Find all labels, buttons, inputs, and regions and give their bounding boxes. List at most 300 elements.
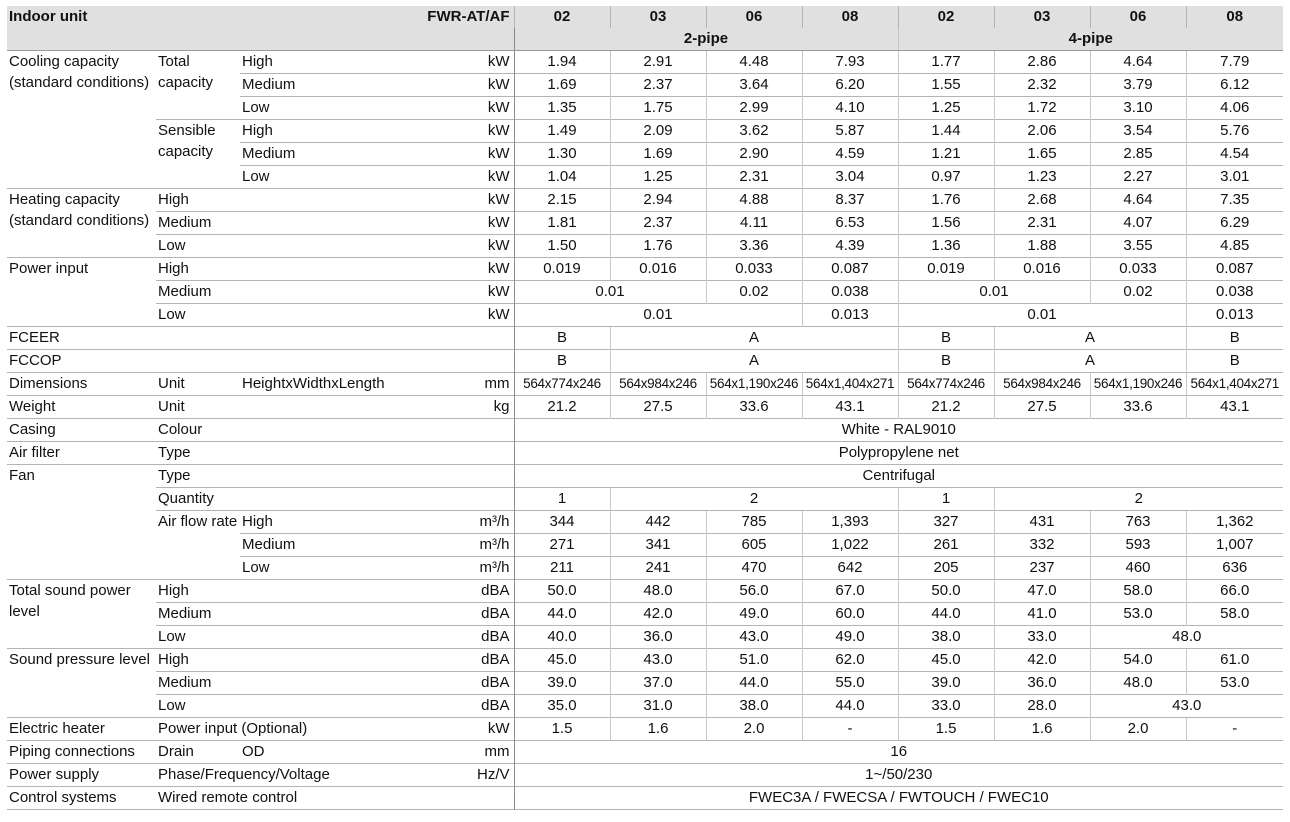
spec-value-cell: 564x1,404x271 — [802, 373, 898, 396]
spec-value-cell: 41.0 — [994, 603, 1090, 626]
spec-value-cell: 1.88 — [994, 235, 1090, 258]
spec-value-cell: 50.0 — [514, 580, 610, 603]
spec-value-cell: 1.36 — [898, 235, 994, 258]
label-unit: Unit — [156, 396, 420, 419]
unit-label: kW — [420, 235, 514, 258]
spec-value-cell: 763 — [1090, 511, 1186, 534]
label-quantity: Quantity — [156, 488, 514, 511]
spec-value-cell: 4.64 — [1090, 51, 1186, 74]
spec-value-cell: 0.087 — [1186, 258, 1283, 281]
label-total-capacity: Total capacity — [156, 51, 240, 120]
spec-value-cell: 205 — [898, 557, 994, 580]
spec-value-cell: 1,022 — [802, 534, 898, 557]
row-spl-high — [7, 649, 1283, 672]
spec-value-cell: 45.0 — [898, 649, 994, 672]
level-label: High — [240, 511, 420, 534]
spec-value-cell: 43.0 — [1090, 695, 1283, 718]
spec-value-cell: A — [610, 350, 898, 373]
spec-value-cell: 35.0 — [514, 695, 610, 718]
spec-value-cell: 4.39 — [802, 235, 898, 258]
spec-value-cell: 0.087 — [802, 258, 898, 281]
spec-value-cell: 2.68 — [994, 189, 1090, 212]
spec-value-cell: 1.21 — [898, 143, 994, 166]
header-size: 06 — [706, 6, 802, 28]
row-dimensions — [7, 373, 1283, 396]
spec-value-cell: 56.0 — [706, 580, 802, 603]
spec-value-cell: 2.27 — [1090, 166, 1186, 189]
label-cooling: Cooling capacity (standard conditions) — [7, 51, 156, 189]
spec-value-cell: 442 — [610, 511, 706, 534]
unit-label: kW — [420, 74, 514, 97]
label-control-systems: Control systems — [7, 787, 156, 810]
row-air-high — [7, 511, 1283, 534]
row-fceer — [7, 327, 1283, 350]
spec-value-cell: 2.15 — [514, 189, 610, 212]
spec-value-cell: 460 — [1090, 557, 1186, 580]
spec-value-cell: 1.44 — [898, 120, 994, 143]
spec-value-cell: 0.02 — [706, 281, 802, 304]
spec-value-cell: 49.0 — [802, 626, 898, 649]
spec-value-cell: B — [514, 350, 610, 373]
spec-value-cell: 2.85 — [1090, 143, 1186, 166]
spec-value-cell: 1.30 — [514, 143, 610, 166]
header-title: Indoor unit — [7, 6, 420, 28]
spec-value-cell: 2.99 — [706, 97, 802, 120]
spec-value-cell: 332 — [994, 534, 1090, 557]
spec-value-cell: 237 — [994, 557, 1090, 580]
spec-value-cell: 1.23 — [994, 166, 1090, 189]
spec-value-cell: 0.038 — [802, 281, 898, 304]
row-heating-high — [7, 189, 1283, 212]
label-od: OD — [240, 741, 420, 764]
spec-value-cell: 0.97 — [898, 166, 994, 189]
spec-value-cell: 66.0 — [1186, 580, 1283, 603]
spec-value-cell: 564x984x246 — [610, 373, 706, 396]
spec-value-cell: 564x984x246 — [994, 373, 1090, 396]
spec-value-cell: 4.07 — [1090, 212, 1186, 235]
spec-value-cell: 62.0 — [802, 649, 898, 672]
control-systems-value: FWEC3A / FWECSA / FWTOUCH / FWEC10 — [514, 787, 1283, 810]
spec-value-cell: 58.0 — [1090, 580, 1186, 603]
label-electric-heater: Electric heater — [7, 718, 156, 741]
row-fccop — [7, 350, 1283, 373]
unit-label: kW — [420, 212, 514, 235]
spec-value-cell: 0.01 — [514, 304, 802, 327]
unit-label: mm — [420, 741, 514, 764]
spec-value-cell: 1,393 — [802, 511, 898, 534]
level-label: Low — [156, 626, 420, 649]
spec-value-cell: 2.31 — [706, 166, 802, 189]
spec-value-cell: - — [1186, 718, 1283, 741]
spec-value-cell: 6.20 — [802, 74, 898, 97]
spec-value-cell: 261 — [898, 534, 994, 557]
spec-value-cell: 564x1,190x246 — [1090, 373, 1186, 396]
label-power-supply: Power supply — [7, 764, 156, 787]
spec-value-cell: 38.0 — [898, 626, 994, 649]
spec-value-cell: 605 — [706, 534, 802, 557]
spec-value-cell: 49.0 — [706, 603, 802, 626]
level-label: Low — [240, 557, 420, 580]
spec-value-cell: 1.75 — [610, 97, 706, 120]
level-label: High — [240, 51, 420, 74]
header-row — [7, 6, 1283, 28]
spec-value-cell: 4.64 — [1090, 189, 1186, 212]
spec-value-cell: 1.5 — [514, 718, 610, 741]
spec-value-cell: 593 — [1090, 534, 1186, 557]
spec-value-cell: 636 — [1186, 557, 1283, 580]
label-type: Type — [156, 442, 514, 465]
spec-value-cell: 4.48 — [706, 51, 802, 74]
unit-label: kW — [420, 143, 514, 166]
spec-value-cell: 1.25 — [610, 166, 706, 189]
row-piping — [7, 741, 1283, 764]
spec-value-cell: 44.0 — [898, 603, 994, 626]
row-spl-low — [7, 695, 1283, 718]
spec-value-cell: 1.56 — [898, 212, 994, 235]
spec-value-cell: A — [610, 327, 898, 350]
spec-value-cell: 43.1 — [802, 396, 898, 419]
row-swl-medium — [7, 603, 1283, 626]
label-total-sound: Total sound power level — [7, 580, 156, 649]
spec-value-cell: 5.76 — [1186, 120, 1283, 143]
spec-value-cell: 1,362 — [1186, 511, 1283, 534]
spec-value-cell: 470 — [706, 557, 802, 580]
spec-value-cell: 53.0 — [1186, 672, 1283, 695]
spec-value-cell: 0.016 — [994, 258, 1090, 281]
spec-value-cell: 0.01 — [898, 281, 1090, 304]
row-cooling-total-high — [7, 51, 1283, 74]
spec-value-cell: 3.04 — [802, 166, 898, 189]
label-air-flow-rate: Air flow rate — [156, 511, 240, 580]
unit-label: kW — [420, 281, 514, 304]
label-piping: Piping connections — [7, 741, 156, 764]
row-weight — [7, 396, 1283, 419]
level-label: High — [156, 258, 420, 281]
unit-label: dBA — [420, 580, 514, 603]
label-air-filter: Air filter — [7, 442, 156, 465]
spec-value-cell: 67.0 — [802, 580, 898, 603]
fan-type: Centrifugal — [514, 465, 1283, 488]
header-size: 03 — [610, 6, 706, 28]
spec-value-cell: 3.54 — [1090, 120, 1186, 143]
level-label: Low — [240, 166, 420, 189]
spec-value-cell: 1.69 — [610, 143, 706, 166]
spec-value-cell: 1.81 — [514, 212, 610, 235]
label-drain: Drain — [156, 741, 240, 764]
power-supply-value: 1~/50/230 — [514, 764, 1283, 787]
label-wired-remote: Wired remote control — [156, 787, 514, 810]
unit-label: Hz/V — [420, 764, 514, 787]
label-fceer: FCEER — [7, 327, 514, 350]
spec-value-cell: 31.0 — [610, 695, 706, 718]
spec-table — [7, 6, 1283, 810]
spec-value-cell: 33.0 — [994, 626, 1090, 649]
spec-value-cell: 40.0 — [514, 626, 610, 649]
spec-value-cell: 564x774x246 — [514, 373, 610, 396]
label-power-input-optional: Power input (Optional) — [156, 718, 420, 741]
unit-label: mm — [420, 373, 514, 396]
spec-value-cell: 0.019 — [898, 258, 994, 281]
row-casing — [7, 419, 1283, 442]
spec-value-cell: 1.77 — [898, 51, 994, 74]
spec-value-cell: 3.62 — [706, 120, 802, 143]
spec-value-cell: 48.0 — [1090, 672, 1186, 695]
spec-value-cell: 564x774x246 — [898, 373, 994, 396]
spec-value-cell: 3.79 — [1090, 74, 1186, 97]
spec-value-cell: 4.06 — [1186, 97, 1283, 120]
spec-value-cell: 48.0 — [1090, 626, 1283, 649]
header-model: FWR-AT/AF — [420, 6, 514, 28]
spec-value-cell: 55.0 — [802, 672, 898, 695]
spec-value-cell: 39.0 — [898, 672, 994, 695]
spec-value-cell: 3.36 — [706, 235, 802, 258]
spec-value-cell: 1.69 — [514, 74, 610, 97]
spec-value-cell: 33.6 — [1090, 396, 1186, 419]
row-fan-quantity — [7, 488, 1283, 511]
level-label: Medium — [156, 672, 420, 695]
row-power-low — [7, 304, 1283, 327]
spec-value-cell: 211 — [514, 557, 610, 580]
spec-value-cell: 28.0 — [994, 695, 1090, 718]
spec-value-cell: B — [898, 327, 994, 350]
unit-label: kW — [420, 166, 514, 189]
label-fccop: FCCOP — [7, 350, 514, 373]
spec-value-cell: 2.91 — [610, 51, 706, 74]
level-label: High — [156, 580, 420, 603]
row-heating-low — [7, 235, 1283, 258]
level-label: Low — [156, 304, 420, 327]
air-filter-type: Polypropylene net — [514, 442, 1283, 465]
spec-value-cell: 2.09 — [610, 120, 706, 143]
spec-value-cell: 1.49 — [514, 120, 610, 143]
spec-value-cell: 60.0 — [802, 603, 898, 626]
spec-value-cell: 4.10 — [802, 97, 898, 120]
row-air-filter — [7, 442, 1283, 465]
spec-value-cell: 42.0 — [610, 603, 706, 626]
spec-value-cell: 564x1,190x246 — [706, 373, 802, 396]
label-sensible-capacity: Sensible capacity — [156, 120, 240, 189]
spec-value-cell: 6.12 — [1186, 74, 1283, 97]
spec-value-cell: 45.0 — [514, 649, 610, 672]
unit-label: kW — [420, 97, 514, 120]
spec-value-cell: B — [514, 327, 610, 350]
spec-value-cell: 51.0 — [706, 649, 802, 672]
unit-label: dBA — [420, 695, 514, 718]
row-electric-heater — [7, 718, 1283, 741]
spec-value-cell: 58.0 — [1186, 603, 1283, 626]
spec-value-cell: 1 — [898, 488, 994, 511]
row-power-high — [7, 258, 1283, 281]
spec-value-cell: 4.59 — [802, 143, 898, 166]
spec-value-cell: 1.04 — [514, 166, 610, 189]
group-2pipe: 2-pipe — [514, 28, 898, 51]
level-label: High — [156, 189, 420, 212]
unit-label: dBA — [420, 603, 514, 626]
spec-value-cell: 0.01 — [514, 281, 706, 304]
row-power-medium — [7, 281, 1283, 304]
level-label: Medium — [240, 534, 420, 557]
label-unit: Unit — [156, 373, 240, 396]
level-label: High — [156, 649, 420, 672]
label-fan: Fan — [7, 465, 156, 580]
spec-value-cell: 0.01 — [898, 304, 1186, 327]
spec-value-cell: 5.87 — [802, 120, 898, 143]
unit-label: m³/h — [420, 557, 514, 580]
spec-value-cell: 7.93 — [802, 51, 898, 74]
spec-value-cell: 2.0 — [1090, 718, 1186, 741]
spec-value-cell: 44.0 — [514, 603, 610, 626]
spec-value-cell: 48.0 — [610, 580, 706, 603]
spec-value-cell: 1.5 — [898, 718, 994, 741]
spec-value-cell: 2.32 — [994, 74, 1090, 97]
row-swl-high — [7, 580, 1283, 603]
unit-label: kW — [420, 718, 514, 741]
unit-label: kW — [420, 258, 514, 281]
spec-value-cell: 38.0 — [706, 695, 802, 718]
spec-value-cell: 43.1 — [1186, 396, 1283, 419]
spec-value-cell: 7.79 — [1186, 51, 1283, 74]
spec-value-cell: 36.0 — [994, 672, 1090, 695]
spec-value-cell: 2.86 — [994, 51, 1090, 74]
unit-label: dBA — [420, 672, 514, 695]
piping-od-value: 16 — [514, 741, 1283, 764]
spec-value-cell: A — [994, 350, 1186, 373]
spec-value-cell: 0.02 — [1090, 281, 1186, 304]
row-power-supply — [7, 764, 1283, 787]
label-type: Type — [156, 465, 514, 488]
spec-value-cell: - — [802, 718, 898, 741]
spec-value-cell: 33.0 — [898, 695, 994, 718]
label-sound-pressure: Sound pressure level — [7, 649, 156, 718]
spec-value-cell: 1.55 — [898, 74, 994, 97]
level-label: Low — [156, 235, 420, 258]
spec-value-cell: 4.54 — [1186, 143, 1283, 166]
spec-value-cell: 3.64 — [706, 74, 802, 97]
group-4pipe: 4-pipe — [898, 28, 1283, 51]
row-control-systems — [7, 787, 1283, 810]
unit-label: kW — [420, 304, 514, 327]
spec-value-cell: 0.038 — [1186, 281, 1283, 304]
spec-value-cell: 43.0 — [610, 649, 706, 672]
unit-label: kW — [420, 189, 514, 212]
spec-value-cell: 1.6 — [994, 718, 1090, 741]
spec-value-cell: 44.0 — [706, 672, 802, 695]
label-casing: Casing — [7, 419, 156, 442]
spec-value-cell: 27.5 — [610, 396, 706, 419]
label-phase: Phase/Frequency/Voltage — [156, 764, 420, 787]
row-cooling-sensible-high — [7, 120, 1283, 143]
spec-value-cell: 50.0 — [898, 580, 994, 603]
spec-value-cell: 61.0 — [1186, 649, 1283, 672]
spec-value-cell: 7.35 — [1186, 189, 1283, 212]
spec-value-cell: 1.72 — [994, 97, 1090, 120]
level-label: Medium — [156, 603, 420, 626]
spec-value-cell: A — [994, 327, 1186, 350]
spec-value-cell: 4.85 — [1186, 235, 1283, 258]
level-label: Medium — [240, 143, 420, 166]
spec-value-cell: 1.6 — [610, 718, 706, 741]
spec-value-cell: 4.88 — [706, 189, 802, 212]
spec-value-cell: 2.0 — [706, 718, 802, 741]
spec-value-cell: 8.37 — [802, 189, 898, 212]
spec-value-cell: 1.76 — [898, 189, 994, 212]
spec-value-cell: 2.90 — [706, 143, 802, 166]
label-colour: Colour — [156, 419, 514, 442]
spec-value-cell: 564x1,404x271 — [1186, 373, 1283, 396]
spec-value-cell: 327 — [898, 511, 994, 534]
spec-value-cell: 2 — [610, 488, 898, 511]
spec-value-cell: 2.37 — [610, 74, 706, 97]
spec-value-cell: 431 — [994, 511, 1090, 534]
spec-value-cell: 0.016 — [610, 258, 706, 281]
spec-value-cell: 2.31 — [994, 212, 1090, 235]
level-label: Medium — [240, 74, 420, 97]
label-dimensions: Dimensions — [7, 373, 156, 396]
spec-value-cell: 2.06 — [994, 120, 1090, 143]
header-size: 08 — [1186, 6, 1283, 28]
row-swl-low — [7, 626, 1283, 649]
spec-value-cell: 3.55 — [1090, 235, 1186, 258]
spec-value-cell: 33.6 — [706, 396, 802, 419]
spec-value-cell: 2 — [994, 488, 1283, 511]
spec-value-cell: B — [898, 350, 994, 373]
spec-value-cell: 1 — [514, 488, 610, 511]
spec-value-cell: 344 — [514, 511, 610, 534]
unit-label: kg — [420, 396, 514, 419]
spec-value-cell: B — [1186, 327, 1283, 350]
label-weight: Weight — [7, 396, 156, 419]
spec-value-cell: 341 — [610, 534, 706, 557]
spec-value-cell: 1,007 — [1186, 534, 1283, 557]
spec-value-cell: 1.94 — [514, 51, 610, 74]
spec-value-cell: 785 — [706, 511, 802, 534]
header-size: 03 — [994, 6, 1090, 28]
spec-value-cell: 27.5 — [994, 396, 1090, 419]
spec-value-cell: 0.033 — [706, 258, 802, 281]
spec-value-cell: B — [1186, 350, 1283, 373]
row-fan-type — [7, 465, 1283, 488]
spec-value-cell: 6.53 — [802, 212, 898, 235]
level-label: Low — [156, 695, 420, 718]
group-row — [7, 28, 1283, 51]
label-hwl: HeightxWidthxLength — [240, 373, 420, 396]
level-label: Medium — [156, 212, 420, 235]
label-power-input: Power input — [7, 258, 156, 327]
spec-value-cell: 1.25 — [898, 97, 994, 120]
spec-value-cell: 36.0 — [610, 626, 706, 649]
spec-value-cell: 3.01 — [1186, 166, 1283, 189]
spec-value-cell: 54.0 — [1090, 649, 1186, 672]
spec-value-cell: 642 — [802, 557, 898, 580]
spec-value-cell: 21.2 — [514, 396, 610, 419]
level-label: Medium — [156, 281, 420, 304]
header-size: 06 — [1090, 6, 1186, 28]
spec-value-cell: 1.50 — [514, 235, 610, 258]
spec-value-cell: 271 — [514, 534, 610, 557]
spec-value-cell: 1.76 — [610, 235, 706, 258]
spec-value-cell: 6.29 — [1186, 212, 1283, 235]
spec-value-cell: 0.013 — [802, 304, 898, 327]
spec-value-cell: 39.0 — [514, 672, 610, 695]
spec-value-cell: 44.0 — [802, 695, 898, 718]
spec-value-cell: 3.10 — [1090, 97, 1186, 120]
header-size: 08 — [802, 6, 898, 28]
spec-value-cell: 43.0 — [706, 626, 802, 649]
spec-value-cell: 21.2 — [898, 396, 994, 419]
spec-value-cell: 0.033 — [1090, 258, 1186, 281]
spec-value-cell: 0.019 — [514, 258, 610, 281]
level-label: High — [240, 120, 420, 143]
